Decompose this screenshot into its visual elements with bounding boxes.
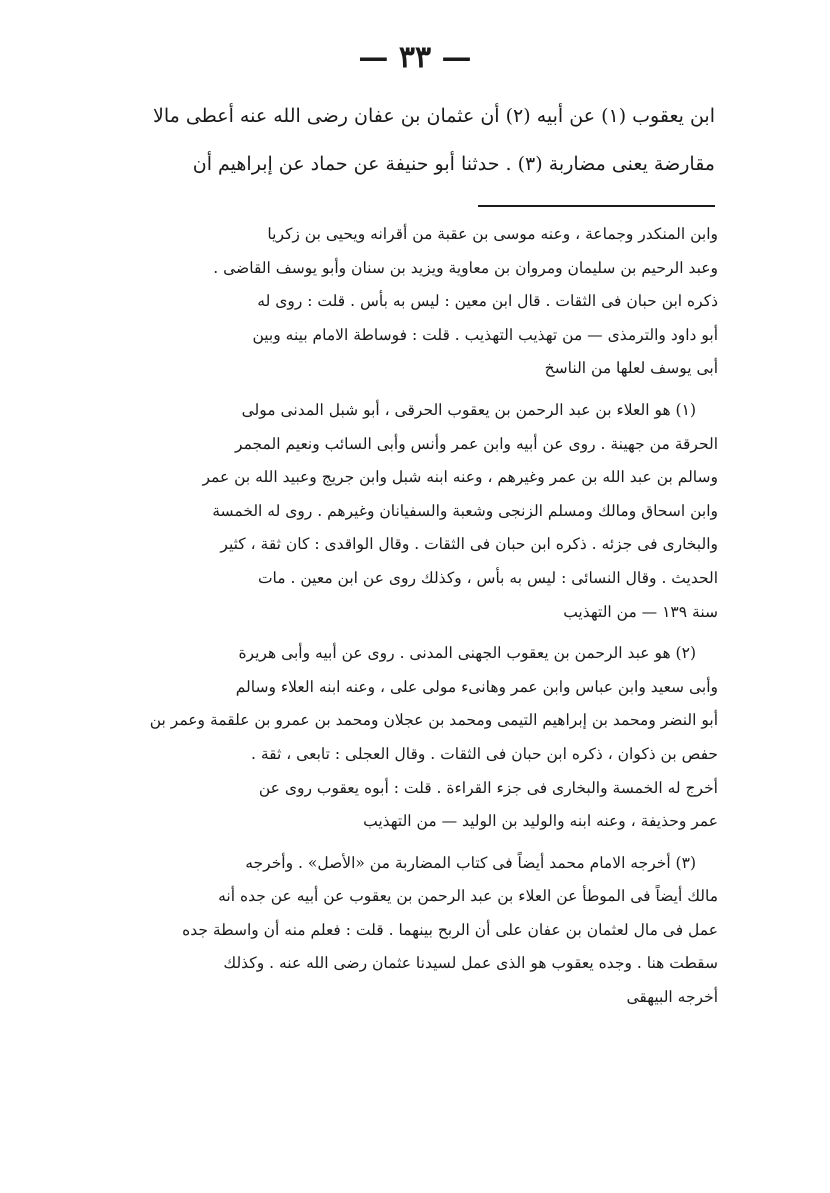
main-text	[130, 92, 715, 188]
footnote-line: أبو النضر ومحمد بن إبراهيم التيمى ومحمد بن عجلان ومحمد بن عمرو بن علقمة وعمر بن	[149, 711, 718, 730]
footnote-line: وابن المنكدر وجماعة ، وعنه موسى بن عقبة من أقرانه ويحيى بن زكريا	[267, 225, 718, 243]
footnote-line: وسالم بن عبد الله بن عمر وغيرهم ، وعنه ابنه شبل وابن جريج وعبيد الله بن عمر	[202, 468, 718, 487]
footnote-line: (٢) هو عبد الرحمن بن يعقوب الجهنى المدنى . روى عن أبيه وأبى هريرة	[238, 644, 696, 663]
footnote-line: عمل فى مال لعثمان بن عفان على أن الربح بينهما . قلت : فعلم منه أن واسطة جده	[182, 920, 718, 939]
footnote-3	[128, 847, 718, 1015]
footnote-line: والبخارى فى جزئه . ذكره ابن حبان فى الثقات . وقال الواقدى : كان ثقة ، كثير	[220, 535, 718, 554]
footnote-line: أبو داود والترمذى — من تهذيب التهذيب . قلت : فوساطة الامام بينه وبين	[252, 325, 718, 344]
footnote-line: وأبى سعيد وابن عباس وابن عمر وهانىء مولى على ، وعنه ابنه العلاء وسالم	[235, 677, 718, 696]
footnote-line: أخرجه البيهقى	[626, 988, 718, 1007]
footnote-line: (٣) أخرجه الامام محمد أيضاً فى كتاب المضاربة من «الأصل» . وأخرجه	[245, 853, 696, 872]
footnote-2	[128, 637, 718, 839]
footnote-line: (١) هو العلاء بن عبد الرحمن بن يعقوب الحرقى ، أبو شبل المدنى مولى	[241, 400, 696, 419]
footnote-1	[128, 394, 718, 629]
footnote-line: سقطت هنا . وجده يعقوب هو الذى عمل لسيدنا عثمان رضى الله عنه . وكذلك	[223, 954, 718, 973]
footnote-line: سنة ١٣٩ — من التهذيب	[563, 602, 718, 621]
page-number: — ٣٣ —	[358, 40, 472, 75]
footnote-line: مالك أيضاً فى الموطأ عن العلاء بن عبد الرحمن بن يعقوب عن أبيه عن جده أنه	[218, 887, 718, 906]
footnote-continuation	[128, 218, 718, 386]
footnotes	[128, 218, 718, 1023]
footnote-line: عمر وحذيفة ، وعنه ابنه والوليد بن الوليد — من التهذيب	[363, 812, 718, 831]
footnote-line: وعبد الرحيم بن سليمان ومروان بن معاوية ويزيد بن سنان وأبو يوسف القاضى .	[213, 258, 718, 277]
footnote-separator-rule	[478, 205, 715, 207]
footnote-line: أبى يوسف لعلها من الناسخ	[544, 359, 718, 378]
main-text-line: مقارضة يعنى مضاربة (٣) . حدثنا أبو حنيفة عن حماد عن إبراهيم أن	[192, 153, 715, 175]
footnote-line: حفص بن ذكوان ، ذكره ابن حبان فى الثقات . وقال العجلى : تابعى ، ثقة .	[251, 744, 718, 763]
footnote-line: وابن اسحاق ومالك ومسلم الزنجى وشعبة والسفيانان وغيرهم . روى له الخمسة	[212, 501, 718, 520]
footnote-line: أخرج له الخمسة والبخارى فى جزء القراءة . قلت : أبوه يعقوب روى عن	[258, 778, 718, 797]
footnote-line: الحرقة من جهينة . روى عن أبيه وابن عمر وأنس وأبى السائب ونعيم المجمر	[235, 434, 718, 453]
main-text-line: ابن يعقوب (١) عن أبيه (٢) أن عثمان بن عفان رضى الله عنه أعطى مالا	[153, 105, 715, 127]
footnote-line: الحديث . وقال النسائى : ليس به بأس ، وكذلك روى عن ابن معين . مات	[257, 568, 718, 587]
footnote-line: ذكره ابن حبان فى الثقات . قال ابن معين : ليس به بأس . قلت : روى له	[257, 292, 718, 311]
